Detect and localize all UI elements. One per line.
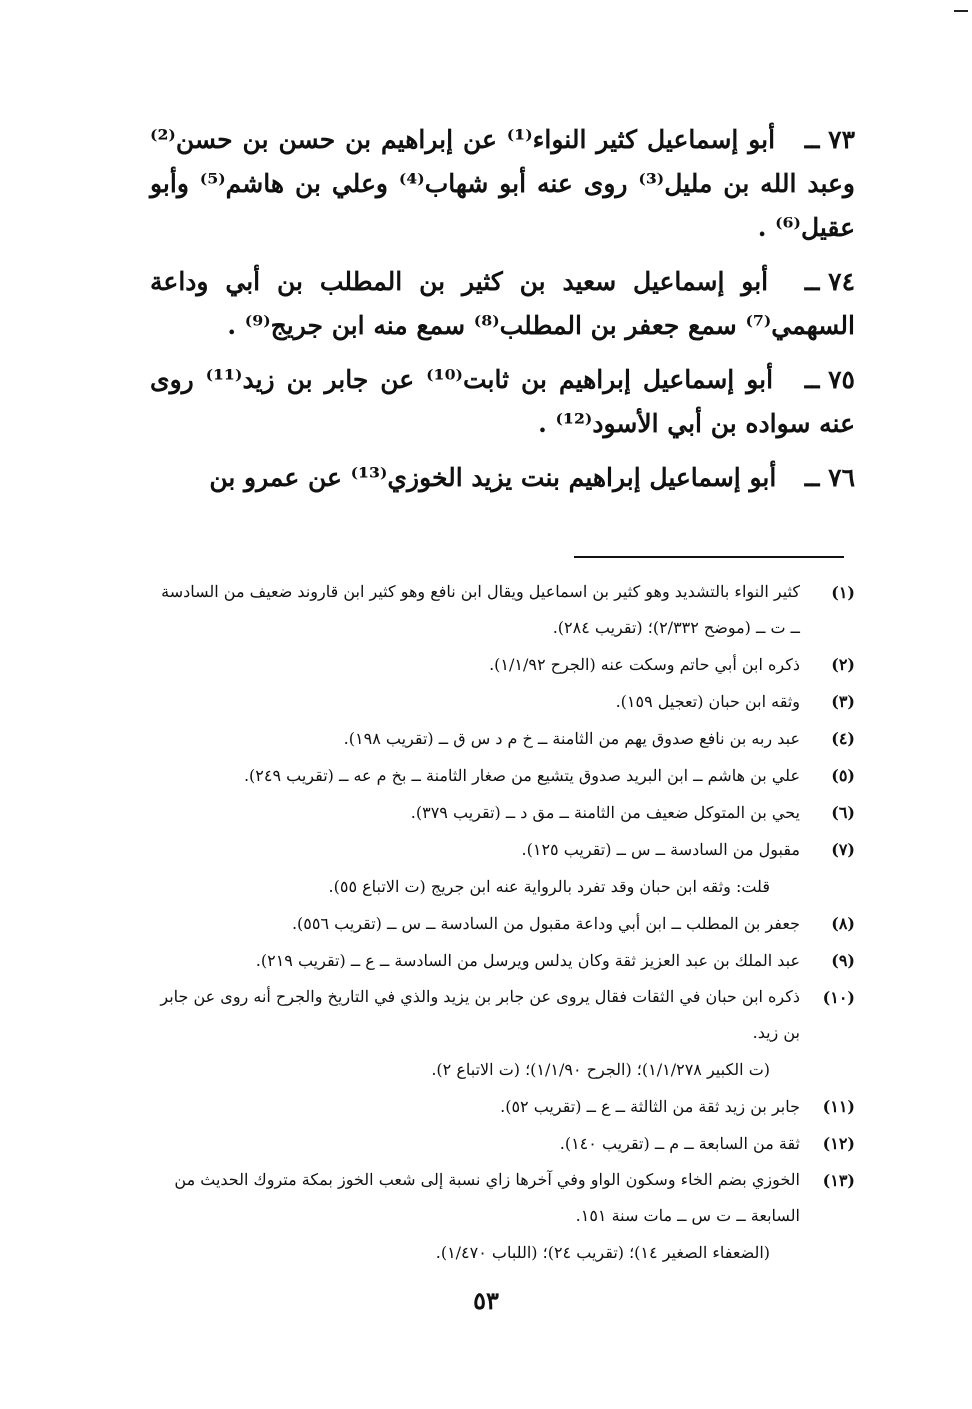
footnote-1 [150, 574, 855, 646]
footnote-text: ثقة من السابعة ــ م ــ (تقريب ١٤٠). [559, 1134, 800, 1153]
footnote-number: (١٢) [822, 1134, 855, 1153]
entry-number: ٧٤ ــ [804, 267, 855, 296]
entry-74 [150, 260, 855, 348]
footnote-text: يحي بن المتوكل ضعيف من الثامنة ــ مق د ــ (تقريب ٣٧٩). [410, 803, 800, 822]
footnote-8 [150, 905, 855, 942]
footnote-10-continuation: (ت الكبير ١/١/٢٧٨)؛ (الجرح ١/١/٩٠)؛ (ت الاتباع ٢). [431, 1060, 770, 1079]
footnote-13 [150, 1162, 855, 1234]
entry-73 [150, 118, 855, 250]
main-text [150, 118, 855, 510]
footnote-5 [150, 757, 855, 794]
footnote-number: (١١) [822, 1097, 855, 1116]
footnote-12 [150, 1125, 855, 1162]
footnote-text: ذكره ابن أبي حاتم وسكت عنه (الجرح ١/١/٩٢). [489, 655, 800, 674]
footnote-text: جعفر بن المطلب ــ ابن أبي وداعة مقبول من السادسة ــ س ــ (تقريب ٥٥٦). [291, 914, 800, 933]
footnote-text: ذكره ابن حبان في الثقات فقال يروى عن جابر بن يزيد والذي في التاريخ والجرح أنه روى عن جابر بن زيد. [160, 987, 800, 1042]
footnote-divider [574, 556, 844, 558]
footnote-number: (٤) [831, 729, 855, 748]
footnote-6 [150, 794, 855, 831]
entry-number: ٧٦ ــ [804, 463, 855, 492]
footnote-7 [150, 831, 855, 868]
footnote-2 [150, 646, 855, 683]
footnote-text: وثقه ابن حبان (تعجيل ١٥٩). [615, 692, 800, 711]
entry-76 [150, 456, 855, 500]
entry-text: أبو إسماعيل كثير النواء⁽¹⁾ عن إبراهيم بن حسن بن حسن⁽²⁾ وعبد الله بن مليل⁽³⁾ روى عنه أبو شهاب⁽⁴⁾ وعلي بن هاشم⁽⁵⁾ وأبو عقيل⁽⁶⁾ . [150, 125, 855, 242]
footnote-number: (١) [831, 583, 855, 602]
footnote-text: علي بن هاشم ــ ابن البريد صدوق يتشيع من صغار الثامنة ــ بخ م عه ــ (تقريب ٢٤٩). [243, 766, 800, 785]
footnote-text: مقبول من السادسة ــ س ــ (تقريب ١٢٥). [521, 840, 800, 859]
footnote-number: (٣) [831, 692, 855, 711]
footnote-9 [150, 942, 855, 979]
footnote-number: (٨) [831, 914, 855, 933]
footnote-number: (٦) [831, 803, 855, 822]
footnote-7-continuation: قلت: وثقه ابن حبان وقد تفرد بالرواية عنه ابن جريج (ت الاتباع ٥٥). [328, 877, 770, 896]
footnote-text: عبد ربه بن نافع صدوق يهم من الثامنة ــ خ م د س ق ــ (تقريب ١٩٨). [343, 729, 800, 748]
entry-text: أبو إسماعيل إبراهيم بن ثابت⁽¹⁰⁾ عن جابر بن زيد⁽¹¹⁾ روى عنه سواده بن أبي الأسود⁽¹²⁾ . [150, 365, 855, 438]
footnote-text: جابر بن زيد ثقة من الثالثة ــ ع ــ (تقريب ٥٢). [500, 1097, 800, 1116]
footnote-number: (١٣) [822, 1171, 855, 1190]
entry-number: ٧٥ ــ [804, 365, 855, 394]
footnote-3 [150, 683, 855, 720]
entry-text: أبو إسماعيل سعيد بن كثير بن المطلب بن أبي وداعة السهمي⁽⁷⁾ سمع جعفر بن المطلب⁽⁸⁾ سمع منه ابن جريج⁽⁹⁾ . [150, 267, 855, 340]
footnote-number: (٩) [831, 951, 855, 970]
entry-number: ٧٣ ــ [804, 125, 855, 154]
footnote-13-continuation: (الضعفاء الصغير ١٤)؛ (تقريب ٢٤)؛ (اللباب ١/٤٧٠). [435, 1243, 770, 1262]
footnotes [150, 574, 855, 1271]
footnote-11 [150, 1088, 855, 1125]
footnote-text: الخوزي بضم الخاء وسكون الواو وفي آخرها زاي نسبة إلى شعب الخوز بمكة متروك الحديث من السابعة ــ ت س ــ مات سنة ١٥١. [174, 1170, 800, 1225]
entry-text: أبو إسماعيل إبراهيم بنت يزيد الخوزي⁽¹³⁾ عن عمرو بن [209, 463, 777, 492]
page-number: ٥٣ [473, 1286, 499, 1315]
footnote-10 [150, 979, 855, 1051]
footnote-number: (١٠) [822, 988, 855, 1007]
entry-75 [150, 358, 855, 446]
footnote-text: عبد الملك بن عبد العزيز ثقة وكان يدلس ويرسل من السادسة ــ ع ــ (تقريب ٢١٩). [255, 951, 800, 970]
footnote-number: (٢) [831, 655, 855, 674]
scan-mark [954, 10, 968, 12]
footnote-text: كثير النواء بالتشديد وهو كثير بن اسماعيل ويقال ابن نافع وهو كثير ابن قاروند ضعيف من السادسة ــ ت ــ (موضح ٢/٣٣٢)؛ (تقريب ٢٨٤). [161, 582, 800, 637]
footnote-number: (٧) [831, 840, 855, 859]
footnote-4 [150, 720, 855, 757]
footnote-number: (٥) [831, 766, 855, 785]
